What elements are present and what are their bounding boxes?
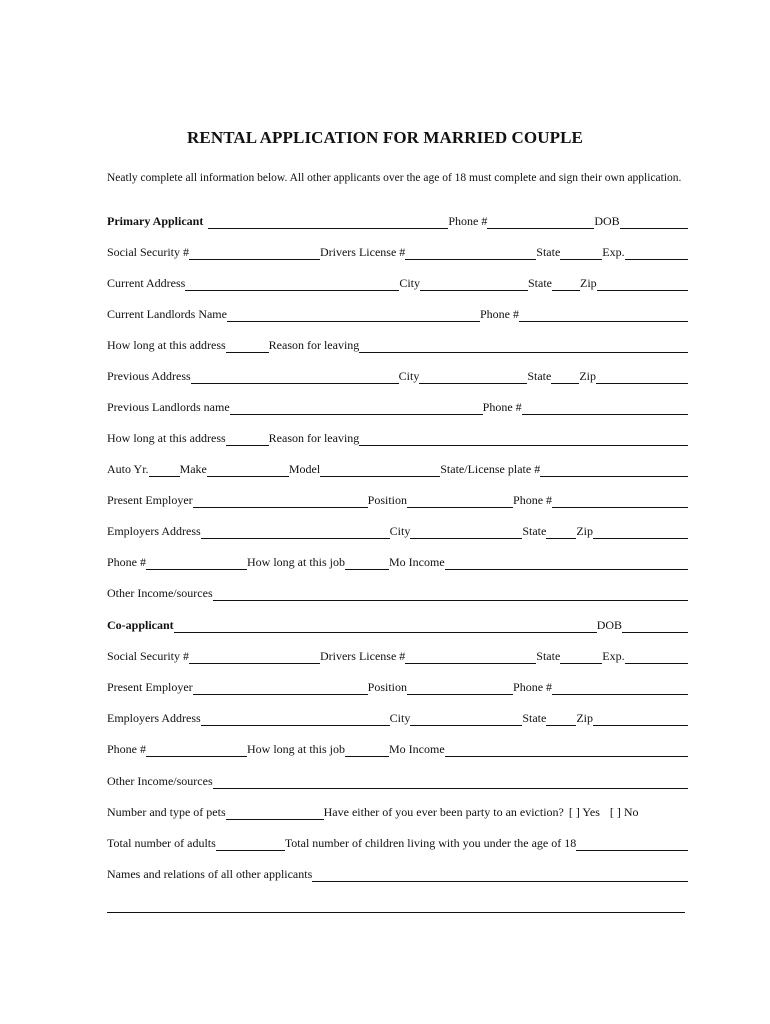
current-landlord-phone-field[interactable] <box>519 308 688 322</box>
city-label: City <box>398 369 420 383</box>
current-address-field[interactable] <box>185 277 399 291</box>
auto-yr-label: Auto Yr. <box>107 462 149 476</box>
current-duration-field[interactable] <box>226 339 269 353</box>
primary-drivers-license-field[interactable] <box>405 246 536 260</box>
reason-leaving-label: Reason for leaving <box>268 338 360 352</box>
pets-label: Number and type of pets <box>107 805 226 819</box>
employers-address-label: Employers Address <box>107 711 201 725</box>
employer-state-field[interactable] <box>546 525 576 539</box>
co-employers-address-field[interactable] <box>201 712 390 726</box>
ssn-label: Social Security # <box>107 649 189 663</box>
phone-label: Phone # <box>107 555 146 569</box>
eviction-no-checkbox[interactable]: [ ] No <box>609 805 639 819</box>
primary-applicant-name-field[interactable] <box>208 215 448 229</box>
phone-label: Phone # <box>107 742 146 756</box>
employer-zip-field[interactable] <box>593 525 688 539</box>
pets-field[interactable] <box>226 806 324 820</box>
state-label: State <box>522 711 547 725</box>
previous-city-field[interactable] <box>419 370 527 384</box>
current-landlord-name-field[interactable] <box>227 308 480 322</box>
monthly-income-field[interactable] <box>445 556 688 570</box>
row-previous-landlord <box>107 397 688 415</box>
city-label: City <box>399 276 420 290</box>
present-employer-field[interactable] <box>193 494 368 508</box>
row-previous-duration <box>107 428 688 446</box>
current-zip-field[interactable] <box>597 277 688 291</box>
ssn-label: Social Security # <box>107 245 189 259</box>
dob-label: DOB <box>594 214 620 228</box>
co-ssn-field[interactable] <box>189 650 320 664</box>
previous-address-field[interactable] <box>191 370 399 384</box>
previous-landlord-phone-field[interactable] <box>522 401 688 415</box>
state-label: State <box>522 524 547 538</box>
row-present-employer <box>107 490 688 508</box>
previous-landlord-name-field[interactable] <box>230 401 483 415</box>
zip-label: Zip <box>576 524 593 538</box>
total-adults-field[interactable] <box>216 837 285 851</box>
primary-dl-state-field[interactable] <box>560 246 602 260</box>
job-phone-field[interactable] <box>146 556 247 570</box>
form-title: RENTAL APPLICATION FOR MARRIED COUPLE <box>187 128 583 147</box>
previous-state-field[interactable] <box>551 370 579 384</box>
how-long-address-label: How long at this address <box>107 431 226 445</box>
total-children-field[interactable] <box>576 837 688 851</box>
form-instructions: Neatly complete all information below. All other applicants over the age of 18 must complete and sign their own application. <box>107 172 682 184</box>
co-position-field[interactable] <box>407 681 513 695</box>
employer-phone-field[interactable] <box>552 494 688 508</box>
row-co-ssn <box>107 646 688 664</box>
co-employer-state-field[interactable] <box>546 712 576 726</box>
primary-dl-exp-field[interactable] <box>625 246 688 260</box>
row-other-income <box>107 583 688 601</box>
row-job-details <box>107 552 688 570</box>
state-label: State <box>536 649 561 663</box>
co-applicant-label: Co-applicant <box>107 618 174 632</box>
primary-dob-field[interactable] <box>620 215 688 229</box>
row-current-landlord <box>107 304 688 322</box>
current-landlord-label: Current Landlords Name <box>107 307 227 321</box>
phone-label: Phone # <box>513 493 553 507</box>
dob-label: DOB <box>596 618 623 632</box>
present-employer-label: Present Employer <box>107 680 193 694</box>
primary-applicant-label: Primary Applicant <box>107 214 204 228</box>
previous-zip-field[interactable] <box>596 370 688 384</box>
row-auto <box>107 459 688 477</box>
phone-label: Phone # <box>479 307 519 321</box>
co-employer-zip-field[interactable] <box>593 712 688 726</box>
total-children-label: Total number of children living with you under the age of 18 <box>284 836 577 850</box>
row-current-duration <box>107 335 688 353</box>
current-city-field[interactable] <box>420 277 528 291</box>
auto-model-field[interactable] <box>320 463 440 477</box>
drivers-license-label: Drivers License # <box>319 649 406 663</box>
co-applicant-name-field[interactable] <box>174 619 597 633</box>
previous-landlord-label: Previous Landlords name <box>107 400 230 414</box>
city-label: City <box>389 524 411 538</box>
other-applicants-field[interactable] <box>312 868 688 882</box>
current-state-field[interactable] <box>552 277 580 291</box>
row-household-counts <box>107 833 688 851</box>
position-field[interactable] <box>407 494 513 508</box>
co-employer-city-field[interactable] <box>410 712 522 726</box>
co-dl-exp-field[interactable] <box>625 650 688 664</box>
row-co-employers-address <box>107 708 688 726</box>
co-dl-state-field[interactable] <box>560 650 602 664</box>
co-other-income-field[interactable] <box>213 775 688 789</box>
row-co-present-employer <box>107 677 688 695</box>
zip-label: Zip <box>580 276 597 290</box>
primary-phone-field[interactable] <box>487 215 594 229</box>
position-label: Position <box>367 680 408 694</box>
co-present-employer-field[interactable] <box>193 681 368 695</box>
exp-label: Exp. <box>602 649 625 663</box>
city-label: City <box>389 711 411 725</box>
phone-label: Phone # <box>513 680 553 694</box>
co-job-duration-field[interactable] <box>345 743 389 757</box>
row-previous-address <box>107 366 688 384</box>
employers-address-label: Employers Address <box>107 524 201 538</box>
zip-label: Zip <box>579 369 597 383</box>
other-income-label: Other Income/sources <box>107 774 213 788</box>
total-adults-label: Total number of adults <box>107 836 216 850</box>
auto-year-field[interactable] <box>149 463 180 477</box>
how-long-job-label: How long at this job <box>247 555 345 569</box>
current-address-label: Current Address <box>107 276 186 290</box>
row-other-applicants <box>107 864 688 882</box>
row-primary-applicant <box>107 211 688 229</box>
zip-label: Zip <box>576 711 593 725</box>
row-co-other-income <box>107 771 688 789</box>
how-long-job-label: How long at this job <box>247 742 345 756</box>
license-plate-field[interactable] <box>540 463 688 477</box>
position-label: Position <box>367 493 408 507</box>
state-label: State <box>528 276 552 290</box>
row-co-job-details <box>107 739 688 757</box>
drivers-license-label: Drivers License # <box>319 245 406 259</box>
eviction-question-label: Have either of you ever been party to an eviction? <box>323 805 564 819</box>
row-co-applicant <box>107 615 688 633</box>
mo-income-label: Mo Income <box>389 742 445 756</box>
co-job-phone-field[interactable] <box>146 743 247 757</box>
employers-address-field[interactable] <box>201 525 390 539</box>
license-plate-label: State/License plate # <box>440 462 541 476</box>
co-applicant-dob-field[interactable] <box>622 619 688 633</box>
primary-ssn-field[interactable] <box>189 246 320 260</box>
names-relations-label: Names and relations of all other applicants <box>107 867 313 881</box>
previous-reason-leaving-field[interactable] <box>359 432 688 446</box>
state-label: State <box>527 369 552 383</box>
other-income-field[interactable] <box>213 587 688 601</box>
phone-label: Phone # <box>448 214 488 228</box>
mo-income-label: Mo Income <box>389 555 445 569</box>
co-monthly-income-field[interactable] <box>445 743 688 757</box>
reason-leaving-label: Reason for leaving <box>268 431 360 445</box>
model-label: Model <box>288 462 321 476</box>
co-employer-phone-field[interactable] <box>552 681 688 695</box>
row-pets-eviction <box>107 802 692 820</box>
row-primary-ssn <box>107 242 688 260</box>
row-current-address <box>107 273 688 291</box>
make-label: Make <box>179 462 207 476</box>
co-drivers-license-field[interactable] <box>405 650 536 664</box>
phone-label: Phone # <box>482 400 522 414</box>
other-income-label: Other Income/sources <box>107 586 213 600</box>
job-duration-field[interactable] <box>345 556 389 570</box>
how-long-address-label: How long at this address <box>107 338 226 352</box>
employer-city-field[interactable] <box>410 525 522 539</box>
other-applicants-field-line-2[interactable] <box>107 899 685 913</box>
previous-address-label: Previous Address <box>107 369 191 383</box>
row-other-applicants-continued <box>107 895 685 913</box>
row-employers-address <box>107 521 688 539</box>
auto-make-field[interactable] <box>207 463 289 477</box>
eviction-yes-checkbox[interactable]: [ ] Yes <box>568 805 600 819</box>
state-label: State <box>536 245 561 259</box>
exp-label: Exp. <box>602 245 625 259</box>
previous-duration-field[interactable] <box>226 432 269 446</box>
current-reason-leaving-field[interactable] <box>359 339 688 353</box>
present-employer-label: Present Employer <box>107 493 193 507</box>
